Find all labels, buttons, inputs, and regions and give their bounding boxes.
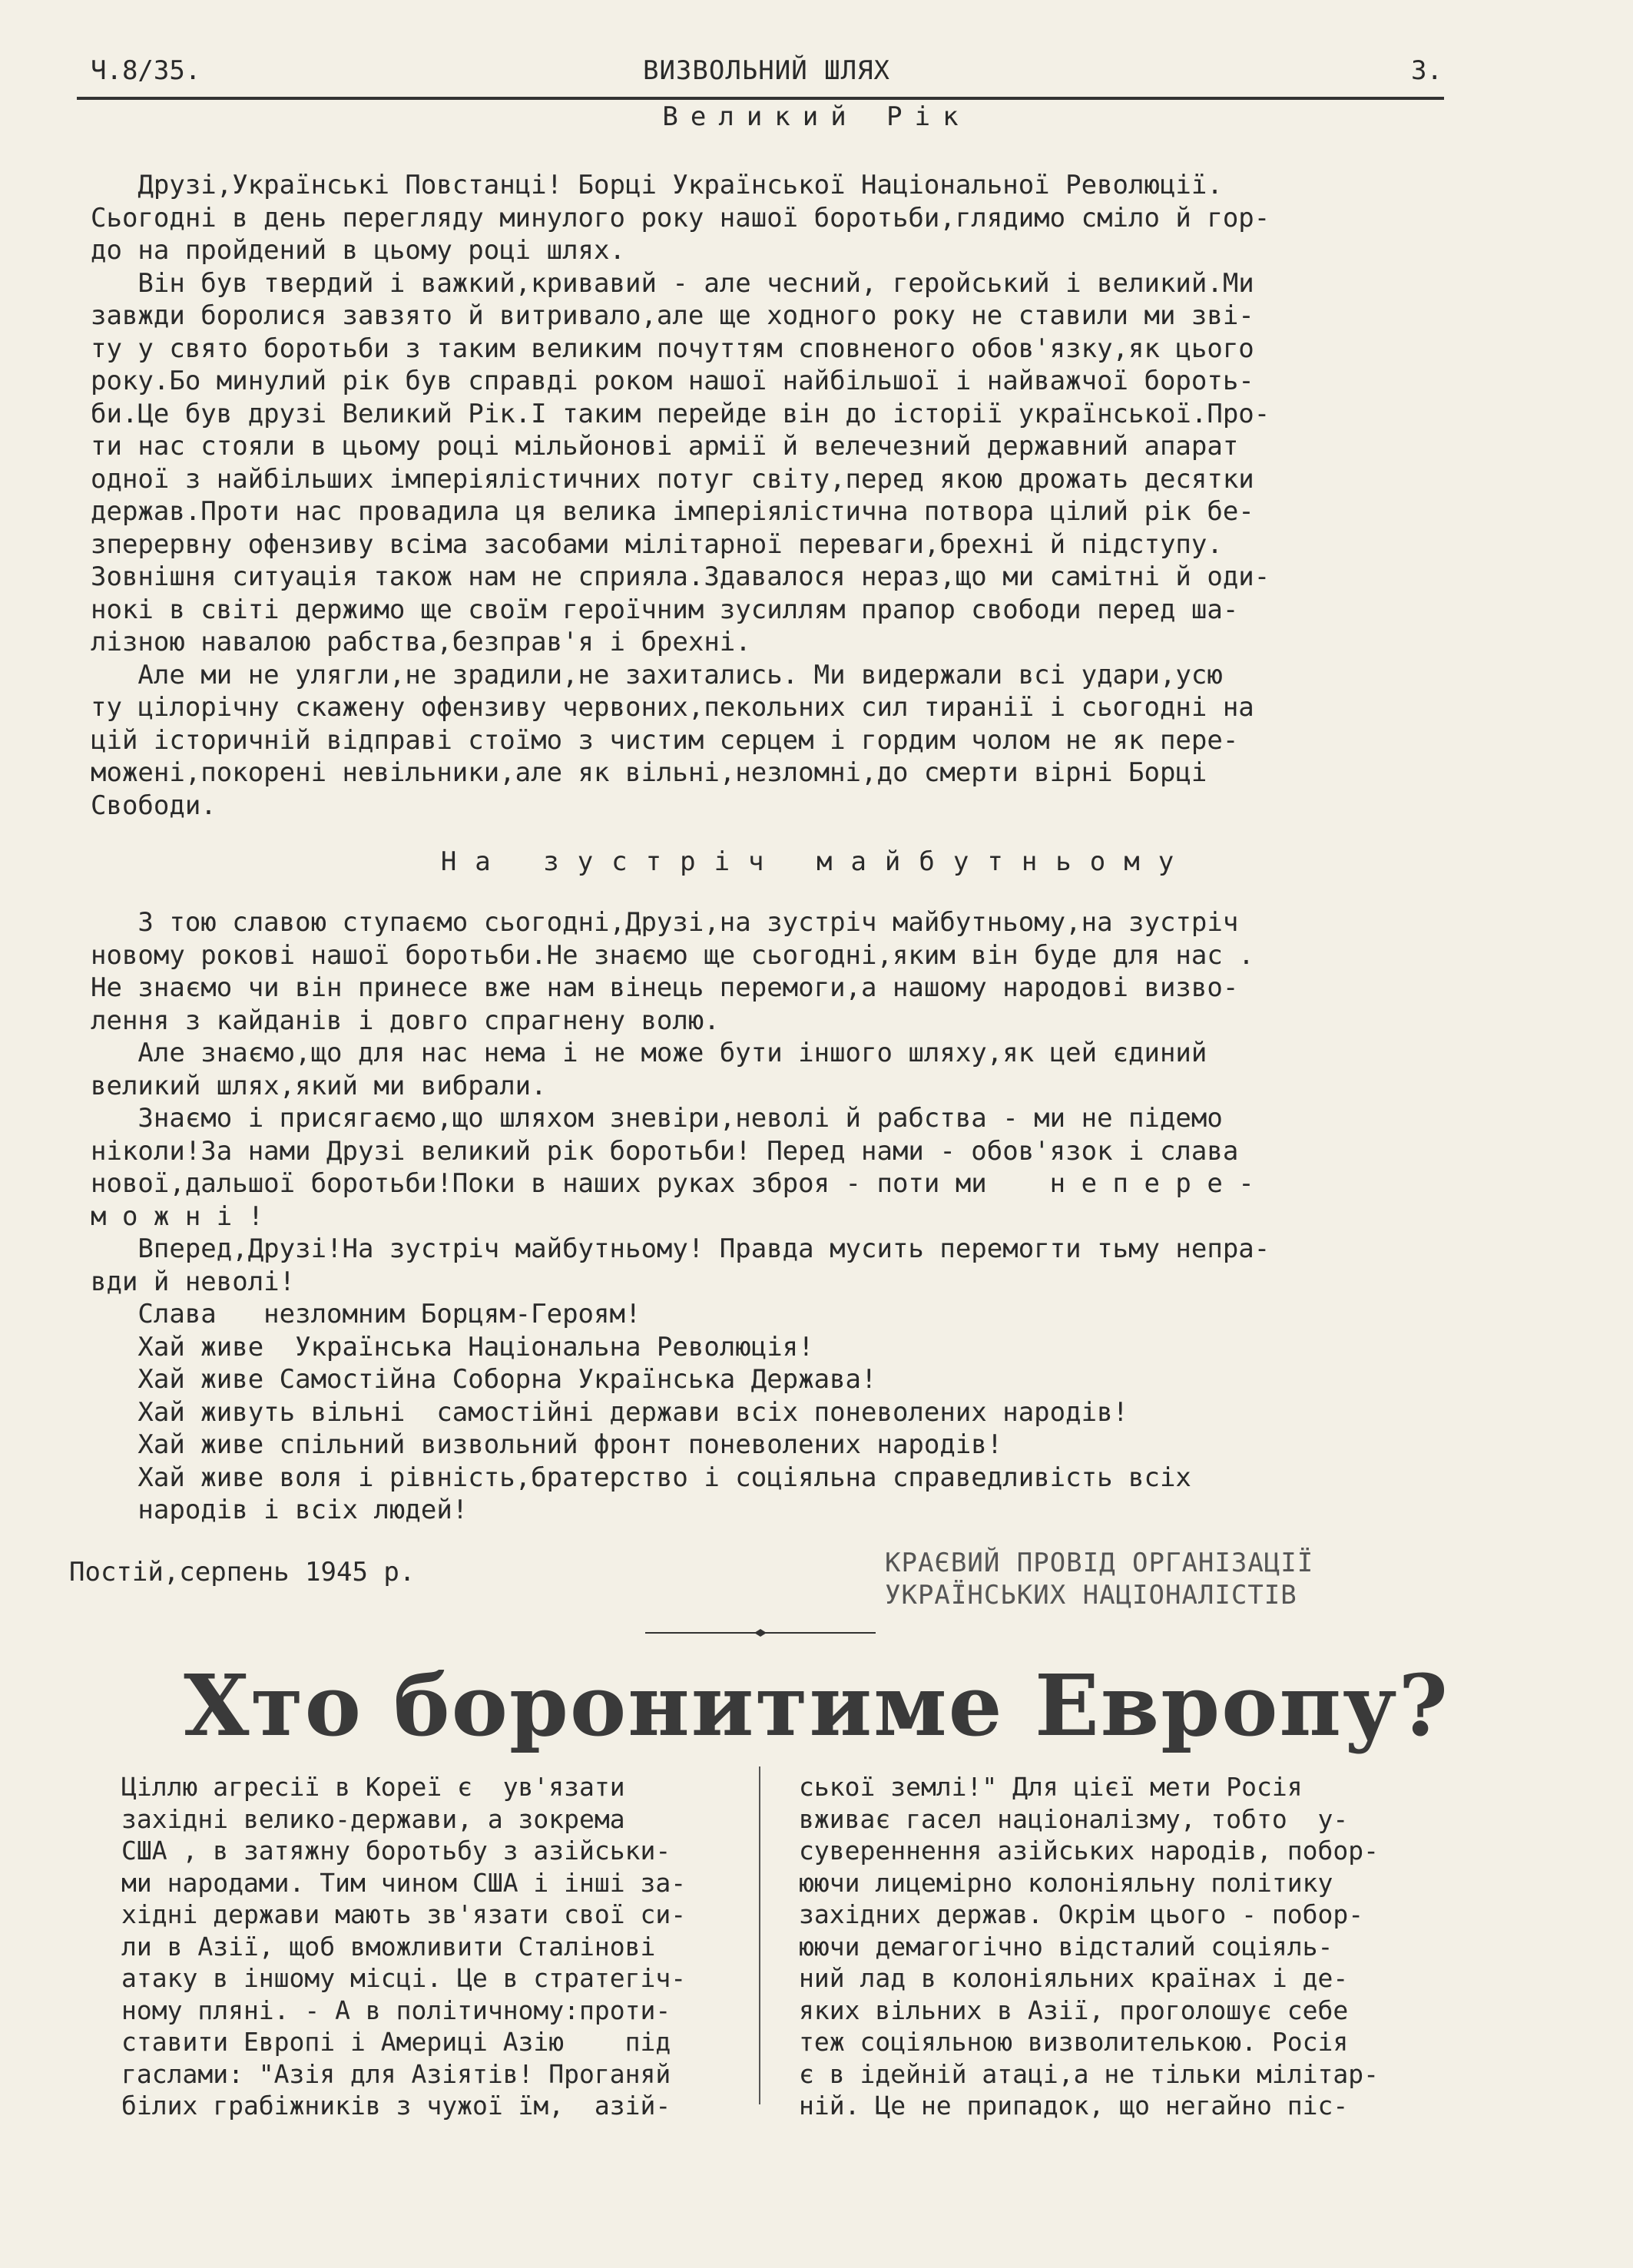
signature xyxy=(885,1547,1313,1611)
signature-line-2: УКРАЇНСЬКИХ НАЦІОНАЛІСТІВ xyxy=(885,1580,1297,1611)
issue-number: Ч.8/35. xyxy=(91,55,201,86)
column-divider xyxy=(759,1766,760,2104)
section-title-future: На зустріч майбутньому xyxy=(440,846,1193,877)
header-rule xyxy=(77,97,1444,100)
place-date: Постій,серпень 1945 р. xyxy=(69,1557,416,1588)
article-headline: Хто боронитиме Европу? xyxy=(184,1656,1449,1755)
section-divider-ornament xyxy=(645,1628,876,1637)
section-body-future: З тою славою ступаємо сьогодні,Друзі,на зустріч майбутньому,на зустріч новому рокові нашої боротьби.Не знаємо ще сьогодні,яким він буде для нас . Не знаємо чи він принесе вже нам вінець перемоги,а нашому народові визво- лення з кайданів і довго спрагнену волю. Але знаємо,що для нас нема і не може бути іншого шляху,як цей єдиний великий шлях,який ми вибрали. Знаємо і присягаємо,що шляхом зневіри,неволі й рабства - ми не підемо ніколи!За нами Друзі великий рік боротьби! Перед нами - обов'язок і слава нової,дальшої боротьби!Поки в наших руках зброя - поти ми н е п е р е - м о ж н і ! Вперед,Друзі!На зустріч майбутньому! Правда мусить перемогти тьму непра- вди й неволі! Слава незломним Борцям-Героям! Хай живе Українська Національна Революція! Хай живе Самостійна Соборна Українська Держава! Хай живуть вільні самостійні держави всіх поневолених народів! Хай живе спільний визвольний фронт поневолених народів! Хай живе воля і рівність,братерство і соціяльна справедливість всіх народів і всіх людей! xyxy=(91,907,1270,1525)
publication-title: ВИЗВОЛЬНИЙ ШЛЯХ xyxy=(642,55,891,86)
article-column-right: ської землі!" Для цієї мети Росія вживає гасел націоналізму, тобто у- сувереннення азійських народів, побор- юючи лицемірно колоніяльну політику західних держав. Окрім цього - побор- юючи демагогічно відсталий соціяль- ний лад в колоніяльних країнах і де- яких вільних в Азії, проголошує себе теж соціяльною визволителькою. Росія є в ідейній атаці,а не тільки мілітар- ній. Це не припадок, що негайно піс- xyxy=(799,1772,1379,2121)
page-header xyxy=(91,48,1443,94)
article-column-left: Ціллю агресії в Кореї є ув'язати західні велико-держави, а зокрема США , в затяжну боротьбу з азійськи- ми народами. Тим чином США і інші за- хідні держави мають зв'язати свої си- ли в Азії, щоб вможливити Сталінові атаку в іншому місці. Це в стратегіч- ному пляні. - А в політичному:проти- ставити Европі і Америці Азію під гаслами: "Азія для Азіятів! Проганяй білих грабіжників з чужої їм, азій- xyxy=(121,1772,687,2121)
section-body-great-year: Друзі,Українські Повстанці! Борці Української Національної Революції. Сьогодні в день перегляду минулого року нашої боротьби,глядимо сміло й гор- до на пройдений в цьому році шлях. Він був твердий і важкий,кривавий - але чесний, геройський і великий.Ми завжди боролися завзято й витривало,але ще ходного року не ставили ми зві- ту у свято боротьби з таким великим почуттям сповненого обов'язку,як цього року.Бо минулий рік був справді роком нашої найбільшої і найважчої бороть- би.Це був друзі Великий Рік.І таким перейде він до історії української.Про- ти нас стояли в цьому році мільйонові армії й велечезний державний апарат одної з найбільших імперіялістичних потуг світу,перед якою дрожать десятки держав.Проти нас провадила ця велика імперіялістична потвора цілий рік бе- зперервну офензиву всіма засобами мілітарної переваги,брехні й підступу. Зовнішня ситуація також нам не сприяла.Здавалося нераз,що ми самітні й оди- нокі в світі держимо ще своїм героїчним зусиллям прапор свободи перед ша- лізною навалою рабства,безправ'я і брехні. Але ми не улягли,не зрадили,не захитались. Ми видержали всі удари,усю ту цілорічну скажену офензиву червоних,пекольних сил тиранії і сьогодні на цій історичній відправі стоїмо з чистим серцем і гордим чолом не як пере- можені,покорені невільники,але як вільні,незломні,до смерти вірні Борці Свободи. xyxy=(91,170,1270,821)
signature-line-1: КРАЄВИЙ ПРОВІД ОРГАНІЗАЦІЇ xyxy=(885,1548,1314,1578)
page-number: 3. xyxy=(1411,55,1443,86)
section-title-great-year: Великий Рік xyxy=(662,101,971,132)
